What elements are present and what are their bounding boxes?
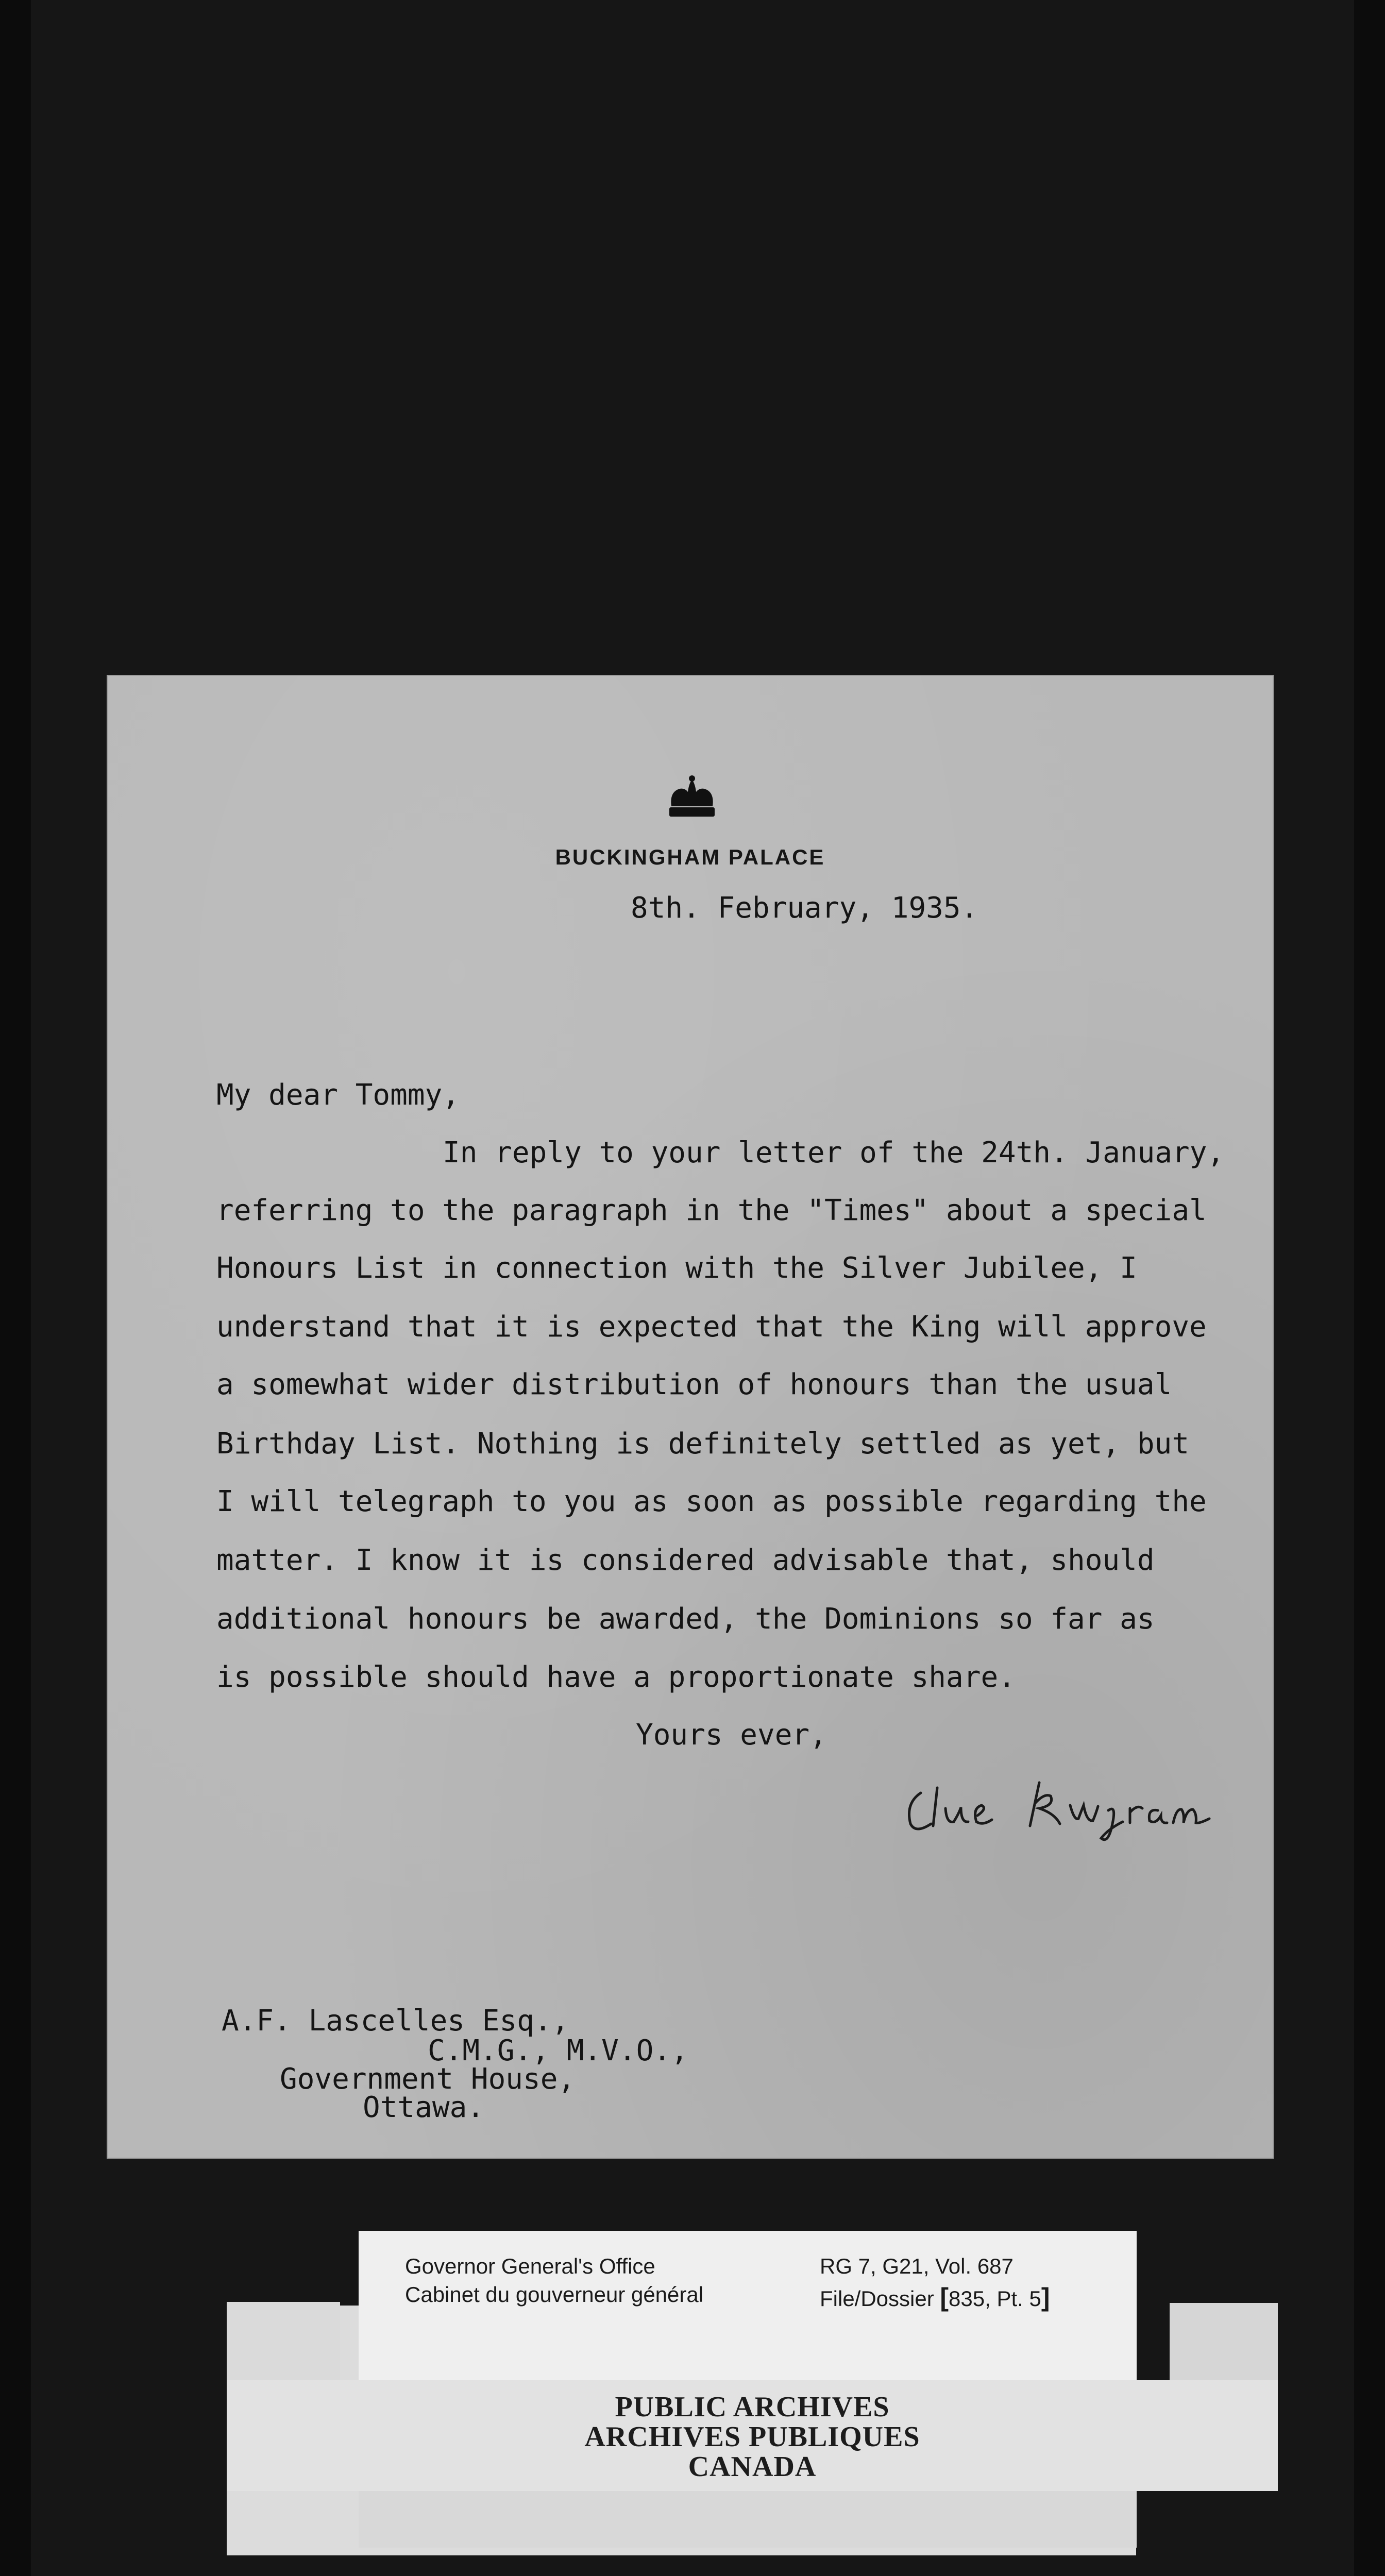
letter-date: 8th. February, 1935. xyxy=(631,891,978,925)
body-line: additional honours be awarded, the Dominions so far as xyxy=(216,1602,1155,1636)
film-edge-left xyxy=(0,0,31,2576)
record-group-reference: RG 7, G21, Vol. 687 xyxy=(820,2254,1014,2278)
body-line: referring to the paragraph in the "Times" about a special xyxy=(216,1194,1207,1227)
body-line: Honours List in connection with the Silver Jubilee, I xyxy=(216,1251,1137,1285)
body-line: Birthday List. Nothing is definitely settled as yet, but xyxy=(216,1427,1190,1461)
bracket-open-icon: [ xyxy=(940,2283,949,2312)
label-bottom-strip xyxy=(359,2491,1137,2548)
office-english: Governor General's Office xyxy=(405,2254,655,2278)
address-line: Government House, xyxy=(280,2062,576,2096)
label-tab-left xyxy=(227,2302,340,2384)
file-number: 835, Pt. 5 xyxy=(949,2286,1041,2311)
body-line: a somewhat wider distribution of honours than the usual xyxy=(216,1368,1172,1401)
body-line: I will telegraph to you as soon as possible regarding the xyxy=(216,1485,1207,1518)
body-line: In reply to your letter of the 24th. January, xyxy=(443,1136,1225,1170)
file-reference xyxy=(820,2282,1050,2312)
label-tab-right xyxy=(1170,2303,1278,2385)
film-edge-right xyxy=(1354,0,1385,2576)
stamp-line: PUBLIC ARCHIVES xyxy=(615,2391,890,2423)
address-line: C.M.G., M.V.O., xyxy=(428,2034,688,2067)
crown-icon xyxy=(667,774,717,821)
stamp-line: CANADA xyxy=(688,2451,817,2483)
signature xyxy=(900,1772,1230,1850)
bracket-close-icon: ] xyxy=(1041,2283,1050,2312)
office-french: Cabinet du gouverneur général xyxy=(405,2282,704,2307)
salutation: My dear Tommy, xyxy=(216,1078,460,1112)
file-prefix: File/Dossier xyxy=(820,2286,934,2311)
body-line: is possible should have a proportionate share. xyxy=(216,1660,1016,1694)
archive-stamp-bar xyxy=(227,2380,1278,2491)
body-line: matter. I know it is considered advisable that, should xyxy=(216,1544,1155,1577)
address-line: A.F. Lascelles Esq., xyxy=(222,2004,569,2038)
letter-page xyxy=(107,675,1274,2159)
closing: Yours ever, xyxy=(636,1718,827,1752)
letterhead: BUCKINGHAM PALACE xyxy=(555,845,825,869)
body-line: understand that it is expected that the King will approve xyxy=(216,1310,1207,1344)
archive-reference-card xyxy=(359,2231,1137,2380)
stamp-line: ARCHIVES PUBLIQUES xyxy=(584,2421,920,2453)
address-line: Ottawa. xyxy=(363,2091,485,2124)
